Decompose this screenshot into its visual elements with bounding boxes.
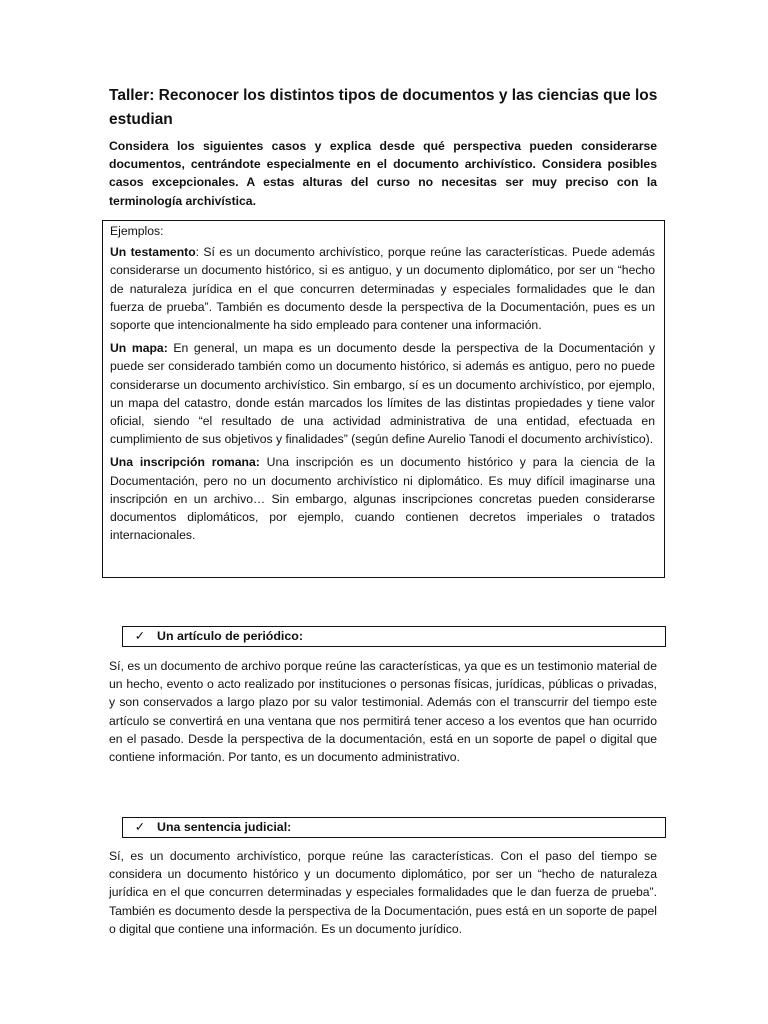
case-label: Una sentencia judicial: — [157, 820, 292, 834]
example-term: Un testamento — [110, 245, 196, 260]
instructions-paragraph: Considera los siguientes casos y explica desde qué perspectiva pueden considerarse documentos, centrándote especialmente en el documento archivístico. Considera posibles casos excepcionales. A estas alturas del curso no necesitas ser muy preciso con la terminología archivística. — [109, 139, 657, 208]
checkmark-icon: ✓ — [134, 820, 146, 834]
example-testamento — [110, 243, 655, 334]
example-mapa — [110, 339, 655, 448]
example-term: Una inscripción romana: — [110, 455, 260, 470]
case-heading-articulo — [122, 626, 666, 647]
case-answer-sentencia: Sí, es un documento archivístico, porque reúne las características. Con el paso del tiempo se considera un documento histórico y un documento diplomático, por ser un “hecho de naturaleza jurídica en el que concurren determinadas y especiales formalidades que le dan fuerza de prueba”. También es documento desde la perspectiva de la Documentación, pues está en un soporte de papel o digital que contiene una información. Es un documento jurídico. — [109, 849, 657, 936]
examples-heading: Ejemplos: — [110, 224, 164, 238]
example-text: Una inscripción es un documento histórico y para la ciencia de la Documentación, pero no un documento archivístico ni diplomático. Es muy difícil imaginarse una inscripción en un archivo… Sin embargo, algunas inscripciones concretas pueden considerarse documentos diplomáticos, por ejemplo, cuando contienen decretos imperiales o tratados internacionales. — [110, 455, 655, 543]
example-text: : Sí es un documento archivístico, porque reúne las características. Puede además considerarse un documento histórico, si es antiguo, y un documento diplomático, por ser un “hecho de naturaleza jurídica en el que concurren determinadas y especiales formalidades que le dan fuerza de prueba”. También es documento desde la perspectiva de la Documentación, pues es un soporte que intencionalmente ha sido empleado para contener una información. — [110, 245, 655, 333]
checkmark-icon: ✓ — [134, 629, 146, 643]
example-inscripcion — [110, 453, 655, 544]
examples-box — [102, 220, 665, 578]
case-label: Un artículo de periódico: — [157, 629, 303, 643]
example-term: Un mapa: — [110, 341, 168, 356]
case-answer-articulo: Sí, es un documento de archivo porque reúne las características, ya que es un testimonio material de un hecho, evento o acto realizado por instituciones o personas físicas, jurídicas, públicas o privadas, y son conservados a largo plazo por su valor testimonial. Además con el transcurrir del tiempo este artículo se convertirá en una ventana que nos permitirá tener acceso a los eventos que han ocurrido en el pasado. Desde la perspectiva de la documentación, está en un soporte de papel o digital que contiene información. Por tanto, es un documento administrativo. — [109, 659, 657, 765]
example-text: En general, un mapa es un documento desde la perspectiva de la Documentación y puede ser considerado también como un documento histórico, si además es antiguo, pero no puede considerarse un documento archivístico. Sin embargo, sí es un documento archivístico, por ejemplo, un mapa del catastro, donde están marcados los límites de las distintas propiedades y tiene valor oficial, siendo “el resultado de una actividad administrativa de una entidad, efectuada en cumplimiento de sus objetivos y finalidades” (según define Aurelio Tanodi el documento archivístico). — [110, 341, 655, 447]
case-heading-sentencia — [122, 817, 666, 838]
page-title: Taller: Reconocer los distintos tipos de documentos y las ciencias que los estudian — [109, 87, 658, 128]
